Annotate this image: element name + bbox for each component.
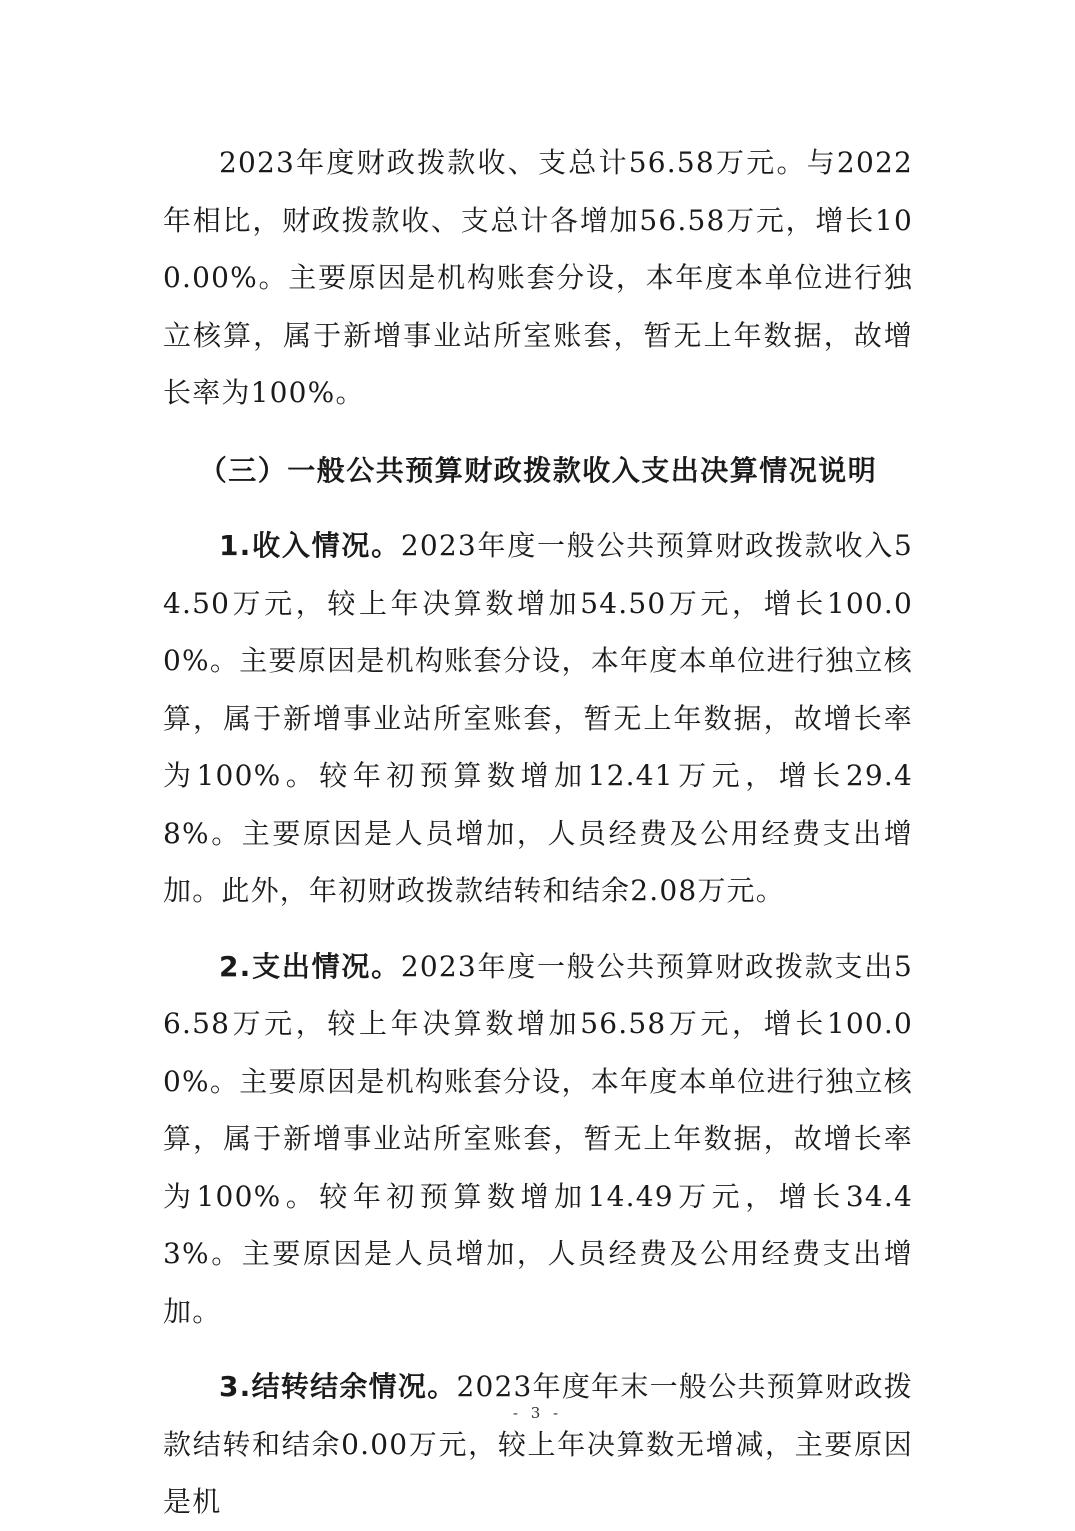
income-text: 2023年度一般公共预算财政拨款收入54.50万元，较上年决算数增加54.50万元，增长100.00%。主要原因是机构账套分设，本年度本单位进行独立核算，属于新增事业站所室账套，暂无上年数据，故增长率为100%。较年初预算数增加12.41万元，增长29.48%。主要原因是人员增加，人员经费及公用经费支出增加。此外，年初财政拨款结转和结余2.08万元。	[163, 529, 913, 907]
carryover-paragraph	[163, 1358, 913, 1531]
carryover-lead: 3.结转结余情况。	[219, 1370, 457, 1403]
intro-paragraph: 2023年度财政拨款收、支总计56.58万元。与2022年相比，财政拨款收、支总计各增加56.58万元，增长100.00%。主要原因是机构账套分设，本年度本单位进行独立核算，属于新增事业站所室账套，暂无上年数据，故增长率为100%。	[163, 146, 913, 409]
document-body	[163, 134, 913, 1531]
page-number: - 3 -	[512, 1404, 563, 1422]
expenditure-paragraph	[163, 938, 913, 1341]
income-lead: 1.收入情况。	[219, 529, 401, 562]
carryover-text: 2023年度年末一般公共预算财政拨款结转和结余0.00万元，较上年决算数无增减，主要原因是机	[163, 1370, 913, 1518]
expenditure-text: 2023年度一般公共预算财政拨款支出56.58万元，较上年决算数增加56.58万元，增长100.00%。主要原因是机构账套分设，本年度本单位进行独立核算，属于新增事业站所室账套，暂无上年数据，故增长率为100%。较年初预算数增加14.49万元，增长34.43%。主要原因是人员增加，人员经费及公用经费支出增加。	[163, 949, 913, 1328]
expenditure-lead: 2.支出情况。	[219, 949, 401, 983]
section-heading: （三）一般公共预算财政拨款收入支出决算情况说明	[198, 453, 878, 487]
income-paragraph	[163, 517, 913, 920]
